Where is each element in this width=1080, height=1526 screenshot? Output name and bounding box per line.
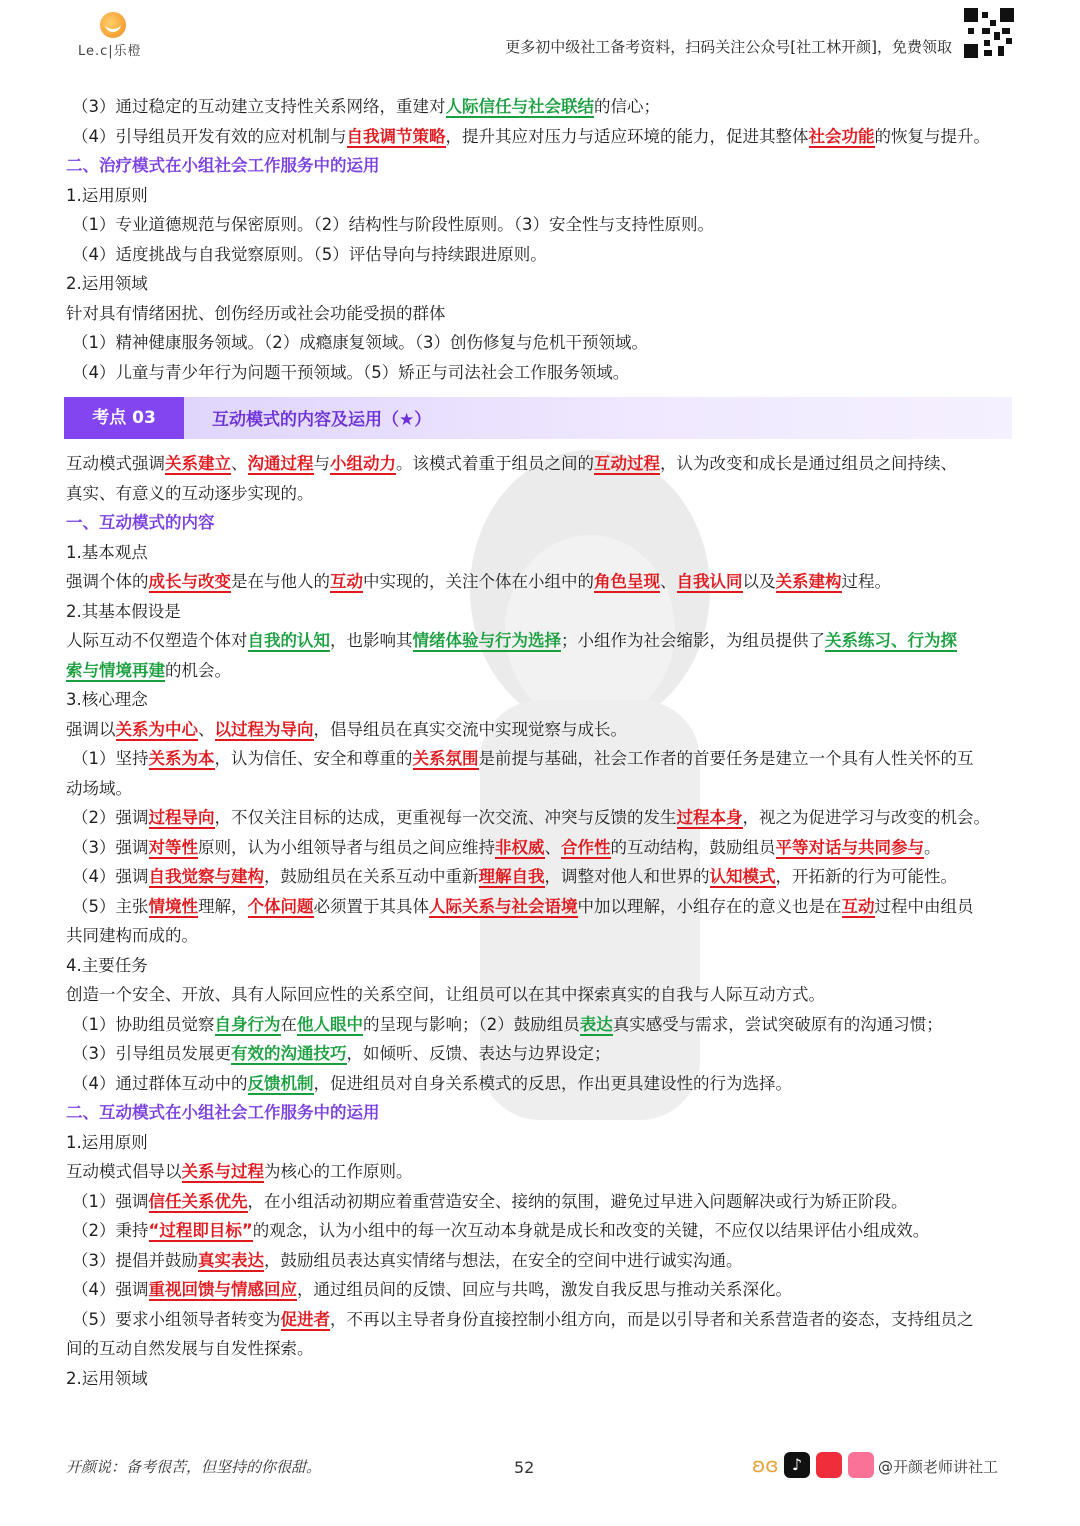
keyword-highlight: 关系练习、行为探 <box>825 631 957 650</box>
text-run: ，通过组员间的反馈、回应与共鸣，激发自我反思与推动关系深化。 <box>297 1280 792 1299</box>
paragraph-line: （4）儿童与青少年行为问题干预领域。（5）矫正与司法社会工作服务领域。 <box>72 362 630 382</box>
text-run: 理解， <box>198 896 248 916</box>
keyword-highlight: 关系建立 <box>165 454 231 473</box>
text-run: 、 <box>198 719 215 739</box>
keyword-highlight: 认知模式 <box>709 867 776 886</box>
keyword-highlight: 以过程为导向 <box>214 719 314 739</box>
text-run: 2.运用领域 <box>66 1368 148 1388</box>
keyword-highlight: “过程即目标” <box>148 1221 253 1240</box>
text-run: （1）协助组员觉察 <box>72 1014 215 1034</box>
paragraph-line <box>66 1098 1016 1128</box>
text-run: 过程中由组员 <box>874 896 974 916</box>
text-run: 是在与他人的 <box>231 572 330 591</box>
text-run: 为核心的工作原则。 <box>264 1162 413 1181</box>
text-run: （4）强调 <box>72 867 149 886</box>
qr-code-icon <box>964 8 1014 58</box>
document-body <box>66 92 1016 1393</box>
paragraph-line <box>66 538 1016 568</box>
topic-tag: 考点 03 <box>64 397 184 439</box>
paragraph-line: （1）精神健康服务领域。（2）成瘾康复领域。（3）创伤修复与危机干预领域。 <box>72 333 648 352</box>
text-run: ，如倾听、反馈、表达与边界设定； <box>346 1044 611 1063</box>
paragraph-line <box>66 479 1016 509</box>
keyword-highlight: 反馈机制 <box>247 1073 314 1093</box>
text-run: ，调整对他人和世界的 <box>544 867 710 886</box>
paragraph-line <box>66 1128 1016 1158</box>
text-run: 、 <box>660 572 677 591</box>
brand-logo <box>78 12 168 59</box>
text-run: ，也影响其 <box>330 631 413 650</box>
paragraph-line <box>66 1157 1016 1187</box>
text-run: 强调以 <box>66 719 116 739</box>
text-run: 在 <box>280 1014 297 1034</box>
text-run: 。该模式着重于组员之间的 <box>396 454 594 473</box>
text-run: 的机会。 <box>165 660 231 680</box>
text-run: ；小组作为社会缩影，为组员提供了 <box>561 631 825 650</box>
text-run: 。 <box>924 837 941 857</box>
text-run: 1.基本观点 <box>66 542 148 562</box>
paragraph-line <box>66 656 1016 686</box>
paragraph-line <box>66 449 1016 479</box>
paragraph-line <box>66 1039 1016 1069</box>
footer-slogan: 开颜说：备考很苦，但坚持的你很甜。 <box>66 1458 322 1476</box>
text-run: （3）强调 <box>72 837 149 857</box>
text-run: 3.核心理念 <box>66 690 148 709</box>
section-heading: 一、互动模式的内容 <box>66 513 215 532</box>
text-run: 2.其基本假设是 <box>66 601 181 621</box>
text-run: （1）强调 <box>72 1191 149 1211</box>
paragraph-line <box>66 833 1016 863</box>
text-run: 动场域。 <box>66 778 132 798</box>
paragraph-line <box>66 892 1016 922</box>
text-run: ，开拓新的行为可能性。 <box>775 867 957 886</box>
paragraph-line: （4）适度挑战与自我觉察原则。（5）评估导向与持续跟进原则。 <box>72 244 547 264</box>
paragraph-line <box>66 1305 1016 1335</box>
text-run: 真实感受与需求，尝试突破原有的沟通习惯； <box>612 1014 943 1034</box>
keyword-highlight: 人际关系与社会语境 <box>429 896 578 916</box>
paragraph-line <box>66 715 1016 745</box>
topic-banner <box>64 397 1012 439</box>
paragraph-line <box>66 980 1016 1010</box>
keyword-highlight: 自身行为 <box>214 1014 281 1034</box>
paragraph-line: 2.运用领域 <box>66 274 148 293</box>
text-run: 是前提与基础，社会工作者的首要任务是建立一个具有人性关怀的互 <box>478 749 974 768</box>
keyword-highlight: 情绪体验与行为选择 <box>412 631 561 650</box>
text-run: 间的互动自然发展与自发性探索。 <box>66 1339 314 1358</box>
keyword-highlight: 角色呈现 <box>594 572 660 591</box>
text-run: （5）主张 <box>72 896 149 916</box>
text-run: ，视之为促进学习与改变的机会。 <box>742 808 990 827</box>
paragraph-line <box>66 1010 1016 1040</box>
text-run: （4）强调 <box>72 1280 149 1299</box>
paragraph-line <box>66 921 1016 951</box>
text-run: 互动模式倡导以 <box>66 1162 182 1181</box>
keyword-highlight: 他人眼中 <box>297 1014 363 1034</box>
text-run: 真实、有意义的互动逐步实现的。 <box>66 483 314 503</box>
text-run: 的观念，认为小组中的每一次互动本身就是成长和改变的关键，不应仅以结果评估小组成效。 <box>252 1221 930 1240</box>
text-run: ，认为信任、安全和尊重的 <box>214 749 413 768</box>
page-header <box>0 0 1080 64</box>
intro-line-0: （3）通过稳定的互动建立支持性关系网络，重建对人际信任与社会联结的信心； <box>72 97 660 116</box>
keyword-highlight: 沟通过程 <box>247 454 314 473</box>
keyword-highlight: 小组动力 <box>330 454 396 473</box>
text-run: 必须置于其具体 <box>313 896 429 916</box>
paragraph-line <box>66 508 1016 538</box>
header-promo-note: 更多初中级社工备考资料，扫码关注公众号[社工林开颜]，免费领取 <box>505 38 952 56</box>
section-heading: 二、互动模式在小组社会工作服务中的运用 <box>66 1103 380 1122</box>
text-run: 与 <box>313 454 330 473</box>
paragraph-line <box>66 567 1016 597</box>
keyword-highlight: 重视回馈与情感回应 <box>148 1280 297 1299</box>
text-run: （3）引导组员发展更 <box>72 1044 231 1063</box>
paragraph-line <box>66 862 1016 892</box>
text-run: （4）通过群体互动中的 <box>72 1073 248 1093</box>
keyword-highlight: 互动 <box>330 572 363 591</box>
paragraph-line <box>66 1187 1016 1217</box>
intro-line-1: （4）引导组员开发有效的应对机制与自我调节策略，提升其应对压力与适应环境的能力，促进其整体社会功能的恢复与提升。 <box>72 126 990 146</box>
douyin-icon: ♪ <box>784 1452 810 1478</box>
text-run: ，在小组活动初期应着重营造安全、接纳的氛围，避免过早进入问题解决或行为矫正阶段。 <box>247 1191 908 1211</box>
topic-body <box>66 449 1016 1393</box>
keyword-highlight: 自我的认知 <box>247 631 330 650</box>
topic-title: 互动模式的内容及运用（★） <box>212 410 432 430</box>
text-run: ，鼓励组员表达真实情绪与想法，在安全的空间中进行诚实沟通。 <box>264 1250 743 1270</box>
text-run: 、 <box>544 837 561 857</box>
text-run: 的呈现与影响；（2）鼓励组员 <box>363 1014 580 1034</box>
keyword-highlight: 有效的沟通技巧 <box>231 1044 347 1063</box>
paragraph-line <box>66 685 1016 715</box>
text-run: 强调个体的 <box>66 572 149 591</box>
logo-text: Le.c|乐橙 <box>78 44 142 59</box>
text-run: 互动模式强调 <box>66 454 165 473</box>
keyword-highlight: 过程导向 <box>148 808 215 827</box>
text-run: （5）要求小组领导者转变为 <box>72 1309 281 1329</box>
paragraph-line <box>66 951 1016 981</box>
text-run: （2）强调 <box>72 808 149 827</box>
text-run: （3）提倡并鼓励 <box>72 1250 198 1270</box>
keyword-highlight: 促进者 <box>280 1309 330 1329</box>
text-run: 以及 <box>742 572 776 591</box>
page-footer <box>0 1440 1080 1500</box>
keyword-highlight: 关系为中心 <box>115 719 198 739</box>
keyword-highlight: 信任关系优先 <box>148 1191 248 1211</box>
keyword-highlight: 非权威 <box>495 837 545 857</box>
keyword-highlight: 互动过程 <box>594 454 660 473</box>
author-handle: @开颜老师讲社工 <box>878 1458 999 1476</box>
xiaohongshu-icon <box>816 1452 842 1478</box>
paragraph-line <box>66 626 1016 656</box>
text-run: 中加以理解，小组存在的意义也是在 <box>577 896 842 916</box>
keyword-highlight: 成长与改变 <box>148 572 231 591</box>
text-run: （2）秉持 <box>72 1221 149 1240</box>
bilibili-icon <box>848 1452 874 1478</box>
paragraph-line <box>66 744 1016 774</box>
paragraph-line <box>66 1364 1016 1394</box>
keyword-highlight: 平等对话与共同参与 <box>775 837 924 857</box>
text-run: 共同建构而成的。 <box>66 926 198 945</box>
keyword-highlight: 对等性 <box>148 837 198 857</box>
keyword-highlight: 情境性 <box>148 896 198 916</box>
paragraph-line <box>66 774 1016 804</box>
keyword-highlight: 关系与过程 <box>181 1162 264 1181</box>
keyword-highlight: 关系为本 <box>148 749 215 768</box>
text-run: ，不仅关注目标的达成，更重视每一次交流、冲突与反馈的发生 <box>214 808 677 827</box>
paragraph-line: 1.运用原则 <box>66 185 148 205</box>
keyword-highlight: 关系氛围 <box>412 749 479 768</box>
keyword-highlight: 互动 <box>841 896 875 916</box>
butterfly-icon: ʚɞ <box>752 1453 779 1477</box>
keyword-highlight: 自我认同 <box>676 572 743 591</box>
text-run: 的互动结构，鼓励组员 <box>610 837 776 857</box>
keyword-highlight: 索与情境再建 <box>66 660 165 680</box>
text-run: 4.主要任务 <box>66 955 148 975</box>
text-run: ，认为改变和成长是通过组员之间持续、 <box>660 454 957 473</box>
paragraph-line <box>66 597 1016 627</box>
paragraph-line: 针对具有情绪困扰、创伤经历或社会功能受损的群体 <box>66 303 446 323</box>
paragraph-line <box>66 1275 1016 1305</box>
text-run: 人际互动不仅塑造个体对 <box>66 631 248 650</box>
paragraph-line <box>66 1246 1016 1276</box>
text-run: ，倡导组员在真实交流中实现觉察与成长。 <box>313 719 627 739</box>
keyword-highlight: 理解自我 <box>478 867 545 886</box>
keyword-highlight: 个体问题 <box>247 896 314 916</box>
paragraph-line <box>66 1216 1016 1246</box>
text-run: ，促进组员对自身关系模式的反思，作出更具建设性的行为选择。 <box>313 1073 792 1093</box>
text-run: ，鼓励组员在关系互动中重新 <box>264 867 479 886</box>
paragraph-line <box>66 1334 1016 1364</box>
text-run: 、 <box>231 454 248 473</box>
keyword-highlight: 自我觉察与建构 <box>148 867 264 886</box>
keyword-highlight: 表达 <box>579 1014 613 1034</box>
text-run: 原则，认为小组领导者与组员之间应维持 <box>198 837 495 857</box>
text-run: 中实现的，关注个体在小组中的 <box>363 572 594 591</box>
page-number: 52 <box>514 1458 535 1477</box>
section-heading: 二、治疗模式在小组社会工作服务中的运用 <box>66 156 380 175</box>
keyword-highlight: 关系建构 <box>775 572 842 591</box>
keyword-highlight: 合作性 <box>561 837 611 857</box>
paragraph-line: （1）专业道德规范与保密原则。（2）结构性与阶段性原则。（3）安全性与支持性原则。 <box>72 215 714 234</box>
text-run: 创造一个安全、开放、具有人际回应性的关系空间，让组员可以在其中探索真实的自我与人际互动方式。 <box>66 985 825 1004</box>
keyword-highlight: 真实表达 <box>198 1250 264 1270</box>
paragraph-line <box>66 1069 1016 1099</box>
text-run: （1）坚持 <box>72 749 149 768</box>
text-run: 过程。 <box>841 572 891 591</box>
text-run: ，不再以主导者身份直接控制小组方向，而是以引导者和关系营造者的姿态，支持组员之 <box>330 1309 974 1329</box>
paragraph-line <box>66 803 1016 833</box>
keyword-highlight: 过程本身 <box>676 808 743 827</box>
text-run: 1.运用原则 <box>66 1132 148 1152</box>
